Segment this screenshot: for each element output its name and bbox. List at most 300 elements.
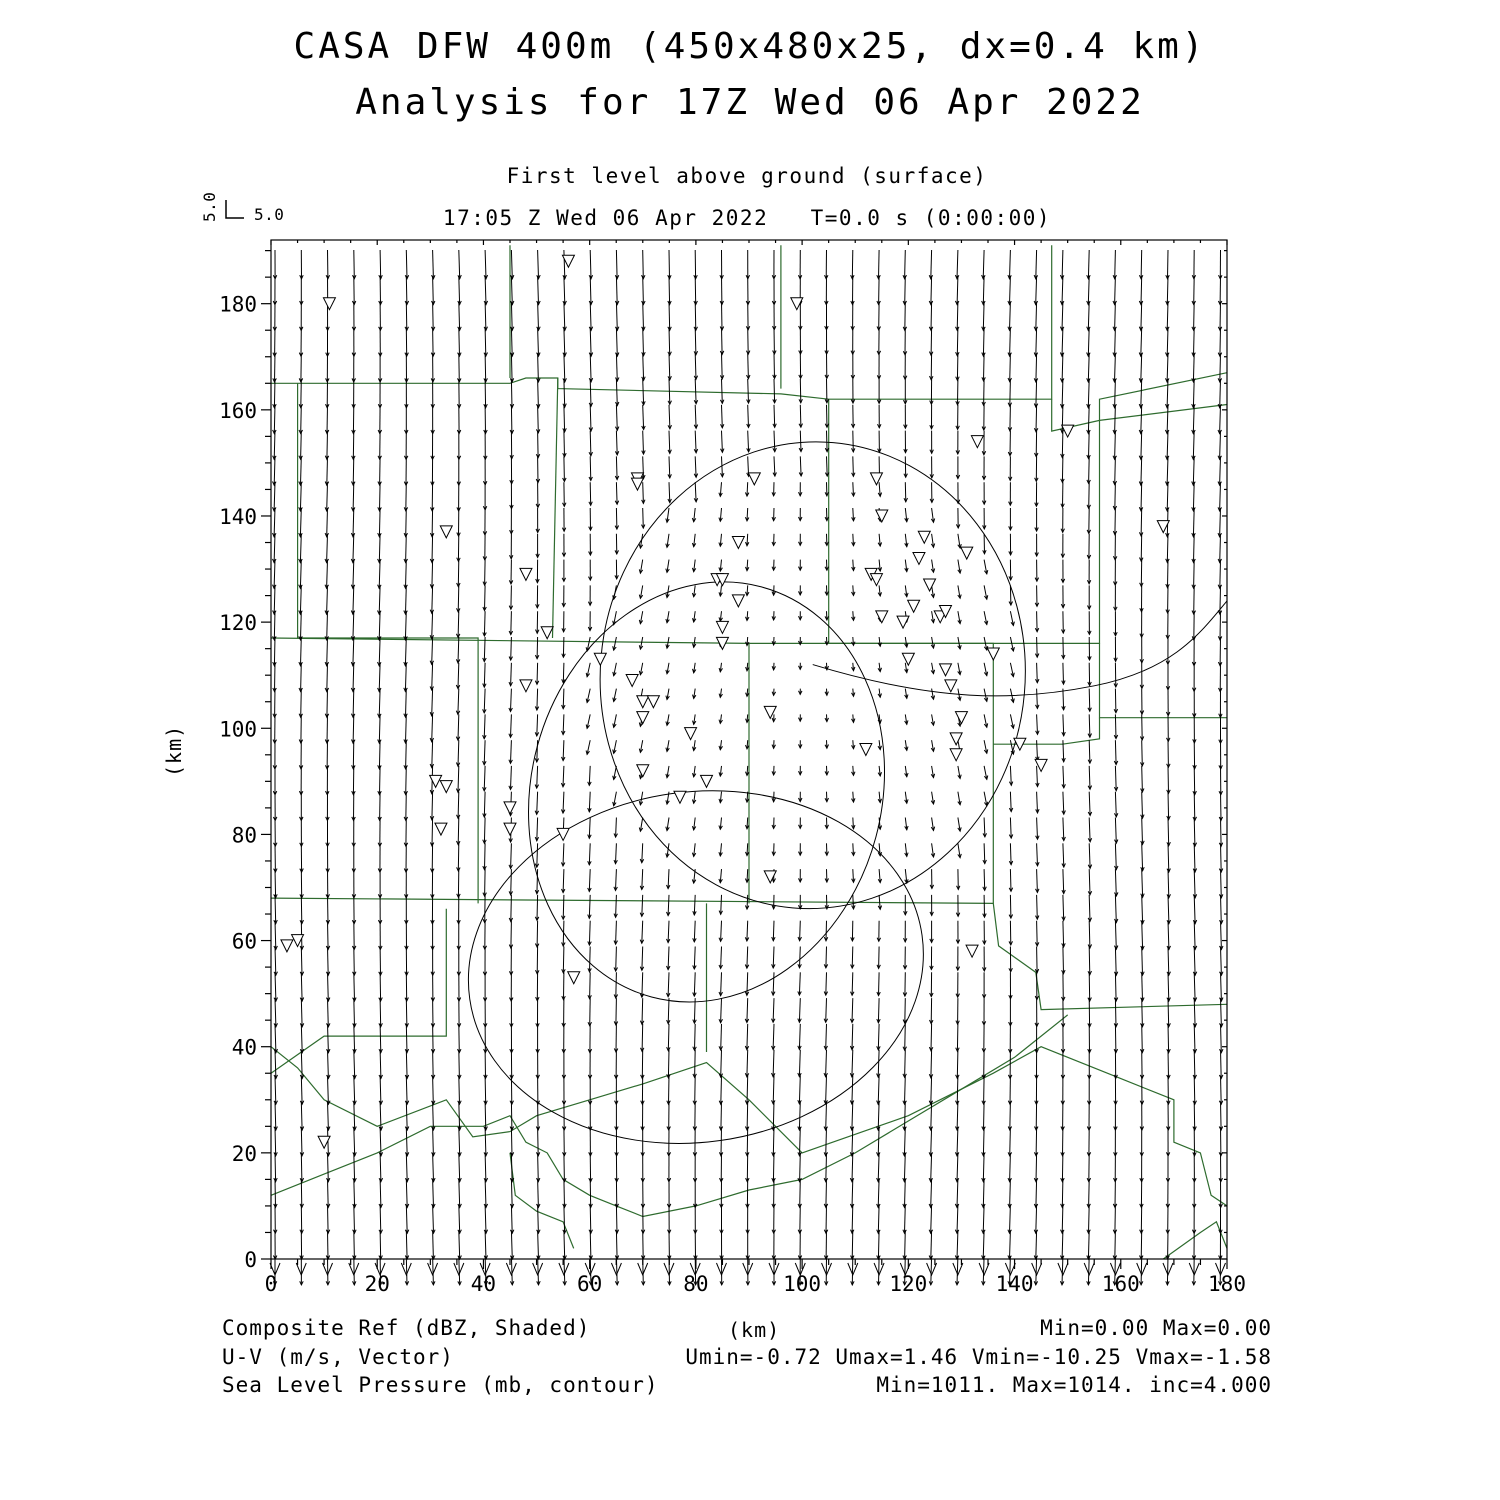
wind-vector [563, 792, 564, 813]
wind-vector [1062, 353, 1063, 382]
wind-vector [695, 482, 696, 502]
wind-vector [957, 1101, 958, 1130]
wind-vector [1037, 714, 1038, 734]
county-line [553, 378, 558, 638]
wind-vector [1062, 1205, 1063, 1234]
wind-vector [773, 921, 774, 941]
station-marker [860, 744, 872, 756]
wind-vector [1221, 1024, 1222, 1053]
wind-vector [931, 1153, 932, 1182]
wind-vector [328, 1101, 329, 1130]
wind-vector [826, 1050, 827, 1077]
footer-field2-range: Umin=-0.72 Umax=1.46 Vmin=-10.25 Vmax=-1.58 [685, 1345, 1272, 1369]
station-marker [637, 765, 649, 777]
wind-vector [1010, 1127, 1011, 1156]
wind-vector [327, 637, 328, 666]
wind-vector [590, 431, 591, 456]
wind-vector [433, 1024, 434, 1053]
wind-vector [826, 972, 827, 995]
wind-vector [301, 1050, 302, 1079]
wind-vector [354, 1179, 355, 1208]
wind-vector [1115, 302, 1116, 331]
wind-vector [433, 302, 434, 331]
wind-vector [1220, 534, 1221, 563]
wind-vector [564, 379, 565, 407]
wind-vector [1037, 689, 1038, 709]
wind-vector [1089, 921, 1090, 948]
wind-vector [643, 302, 644, 331]
wind-vector [590, 1179, 591, 1208]
wind-vector [353, 585, 354, 614]
wind-vector [537, 740, 538, 762]
wind-vector [1115, 379, 1116, 408]
wind-vector [563, 921, 564, 946]
wind-vector [1089, 972, 1090, 1001]
wind-vector [773, 998, 774, 1022]
wind-vector [406, 560, 407, 589]
wind-vector [1141, 276, 1142, 305]
wind-vector [1089, 843, 1090, 868]
wind-vector [1167, 379, 1168, 408]
x-tick-label: 160 [1101, 1272, 1140, 1296]
wind-vector [616, 895, 617, 917]
station-marker [631, 478, 643, 490]
wind-vector [485, 353, 486, 382]
wind-vector [853, 431, 854, 452]
wind-vector [905, 1076, 906, 1105]
wind-vector [379, 585, 380, 614]
wind-vector [433, 1179, 434, 1208]
wind-vector [1167, 327, 1168, 356]
y-tick-label: 60 [231, 929, 257, 954]
wind-vector [694, 947, 695, 970]
wind-vector [458, 611, 459, 637]
wind-vector [459, 1076, 460, 1105]
wind-vector [1088, 379, 1089, 408]
wind-vector [1115, 250, 1116, 279]
wind-vector [695, 1024, 696, 1051]
wind-vector [458, 585, 459, 612]
wind-vector [695, 379, 696, 404]
station-marker [716, 621, 728, 633]
wind-vector [406, 1179, 407, 1208]
wind-vector [563, 689, 564, 709]
wind-vector [616, 869, 617, 890]
wind-vector [747, 1050, 748, 1077]
wind-vector [642, 947, 643, 971]
wind-vector [694, 921, 695, 942]
station-marker [961, 547, 973, 559]
wind-vector [616, 302, 617, 331]
wind-vector [458, 714, 459, 740]
wind-vector [931, 1205, 932, 1234]
wind-vector [1115, 1230, 1116, 1259]
wind-vector [353, 431, 354, 460]
wind-vector [826, 1076, 827, 1104]
wind-vector [275, 1153, 276, 1182]
wind-vector [1115, 456, 1116, 484]
wind-vector [511, 637, 512, 660]
wind-vector [1010, 1101, 1011, 1130]
wind-vector [878, 1127, 879, 1156]
wind-vector [984, 818, 985, 837]
wind-vector [826, 1205, 827, 1234]
wind-vector [983, 327, 984, 356]
wind-vector [432, 792, 433, 820]
wind-vector [354, 1205, 355, 1234]
y-tick-label: 100 [219, 717, 257, 742]
pressure-contours [445, 424, 1227, 1172]
wind-vector [406, 689, 407, 718]
wind-vector [1036, 1230, 1037, 1259]
wind-vector [1010, 379, 1011, 406]
wind-vector [1220, 302, 1221, 331]
wind-vector [275, 353, 276, 382]
wind-vector [1141, 405, 1142, 434]
wind-vector [879, 947, 880, 969]
wind-vector [931, 250, 932, 279]
wind-vector [406, 766, 407, 795]
wind-vector [1142, 818, 1143, 845]
wind-vector [878, 1179, 879, 1208]
wind-vector [511, 327, 512, 356]
wind-vector [773, 1101, 774, 1130]
wind-vector [1194, 1050, 1195, 1079]
wind-vector [301, 689, 302, 718]
wind-vector [405, 663, 406, 692]
wind-vector [458, 818, 459, 845]
wind-vector [537, 792, 538, 815]
wind-vector [931, 1230, 932, 1259]
wind-vector [852, 1153, 853, 1182]
wind-vector [1063, 663, 1064, 684]
wind-vector [459, 1024, 460, 1053]
wind-vector [379, 508, 380, 537]
wind-vector [668, 972, 669, 996]
wind-vector [826, 1153, 827, 1182]
wind-vector [353, 740, 354, 769]
footer-field2: U-V (m/s, Vector) [222, 1345, 454, 1369]
wind-vector [590, 250, 591, 279]
wind-vector [328, 1050, 329, 1079]
wind-vector [301, 431, 302, 460]
station-marker [924, 579, 936, 591]
wind-vector [1115, 327, 1116, 356]
wind-vector [564, 250, 565, 279]
wind-vector [511, 276, 512, 305]
wind-vector [773, 1050, 774, 1077]
wind-vector [931, 1256, 932, 1285]
wind-vector [537, 895, 538, 921]
wind-vector [406, 1050, 407, 1079]
wind-vector [589, 869, 590, 891]
wind-vector [433, 1153, 434, 1182]
wind-vector [379, 740, 380, 769]
wind-vector [432, 560, 433, 588]
wind-vector [1062, 431, 1063, 458]
wind-vector [1168, 895, 1169, 924]
wind-vector [275, 1179, 276, 1208]
wind-vector [931, 1076, 932, 1105]
wind-vector [1036, 1179, 1037, 1208]
wind-vector [1193, 482, 1194, 511]
wind-vector [1167, 405, 1168, 434]
wind-vector [722, 405, 723, 428]
wind-vector [616, 379, 617, 406]
wind-vector [747, 921, 748, 941]
wind-vector [616, 353, 617, 381]
wind-vector [1221, 843, 1222, 872]
wind-vector [748, 327, 749, 354]
wind-vector [1221, 1101, 1222, 1130]
station-marker [966, 945, 978, 957]
wind-vector [669, 327, 670, 355]
pressure-contour [813, 601, 1227, 696]
wind-vector [274, 431, 275, 460]
wind-vector [433, 1205, 434, 1234]
wind-vector [1115, 689, 1116, 713]
wind-vector [1062, 379, 1063, 408]
wind-vector [379, 611, 380, 640]
tick-labels [219, 293, 1246, 1296]
wind-vector [353, 663, 354, 692]
wind-vector [354, 1024, 355, 1053]
wind-vector [1194, 766, 1195, 795]
wind-vector [589, 921, 590, 945]
wind-vector [1142, 895, 1143, 924]
wind-vector [485, 1153, 486, 1182]
county-line [1163, 1222, 1227, 1259]
wind-vector [1010, 1179, 1011, 1208]
wind-vector [406, 508, 407, 537]
wind-vector [1168, 869, 1169, 898]
wind-vector [800, 1153, 801, 1182]
wind-vector [642, 972, 643, 997]
wind-vector [484, 689, 485, 713]
wind-vector [379, 663, 380, 692]
wind-vector [564, 1256, 565, 1285]
wind-vector [826, 998, 827, 1022]
wind-vector [328, 1230, 329, 1259]
wind-vector [1141, 534, 1142, 561]
wind-vector [459, 353, 460, 382]
wind-vector [1063, 843, 1064, 867]
wind-vector [1010, 792, 1011, 812]
wind-vector [432, 714, 433, 741]
footer-field3: Sea Level Pressure (mb, contour) [222, 1373, 659, 1397]
wind-vector [511, 843, 512, 868]
wind-vector [1063, 792, 1064, 815]
wind-vector [1142, 714, 1143, 740]
wind-vector [1115, 482, 1116, 509]
station-marker [870, 473, 882, 485]
wind-vector [852, 1076, 853, 1105]
wind-vector [1115, 1205, 1116, 1234]
wind-vector [275, 947, 276, 976]
wind-vector [433, 250, 434, 279]
wind-vector [643, 276, 644, 305]
wind-vector [354, 1127, 355, 1156]
wind-vector [669, 302, 670, 331]
wind-vector [1167, 276, 1168, 305]
wind-vector [1221, 869, 1222, 898]
wind-vector [563, 947, 564, 973]
station-marker [504, 802, 516, 814]
wind-vector [274, 379, 275, 408]
wind-vector [406, 1230, 407, 1259]
wind-vector [1194, 1024, 1195, 1053]
wind-vector [1194, 998, 1195, 1027]
x-tick-label: 180 [1208, 1272, 1246, 1296]
station-marker [626, 675, 638, 687]
wind-vector [1036, 250, 1037, 279]
wind-vector [1167, 456, 1168, 485]
wind-vector [274, 482, 275, 511]
wind-vector [878, 1153, 879, 1182]
wind-vector [327, 405, 328, 434]
wind-vector [563, 843, 564, 866]
wind-vector [433, 1127, 434, 1156]
footer-field1-range: Min=0.00 Max=0.00 [1040, 1316, 1272, 1340]
wind-vector [275, 921, 276, 950]
wind-vector [879, 250, 880, 279]
wind-vector [931, 302, 932, 331]
wind-vector [537, 843, 538, 867]
wind-vector [668, 998, 669, 1024]
y-tick-label: 20 [231, 1141, 257, 1166]
wind-vector [379, 534, 380, 563]
wind-vector [485, 560, 486, 586]
wind-vector [984, 379, 985, 406]
wind-vector [826, 1179, 827, 1208]
wind-vector [1010, 405, 1011, 431]
wind-vector [1063, 714, 1064, 735]
wind-vector [983, 1230, 984, 1259]
wind-vector [748, 431, 749, 452]
wind-vector [538, 327, 539, 356]
wind-vector [537, 637, 538, 659]
county-line [298, 383, 479, 903]
wind-vector [1088, 276, 1089, 305]
wind-vector [1115, 508, 1116, 535]
wind-vector [406, 1076, 407, 1105]
wind-vector [538, 276, 539, 305]
y-tick-label: 160 [219, 398, 257, 423]
wind-vector [564, 327, 565, 356]
wind-vector [1115, 869, 1116, 896]
wind-vector [799, 1101, 800, 1130]
valid-time-label: 17:05 Z Wed 06 Apr 2022 T=0.0 s (0:00:00) [442, 206, 1052, 230]
wind-vector [878, 1050, 879, 1077]
wind-vector [1220, 611, 1221, 640]
wind-vector [485, 327, 486, 356]
wind-vector [485, 1076, 486, 1105]
wind-vector [485, 302, 486, 331]
wind-vector [957, 1127, 958, 1156]
wind-vector [511, 302, 512, 331]
wind-vector [1221, 998, 1222, 1027]
wind-vector [274, 585, 275, 614]
wind-vector [1220, 327, 1221, 356]
wind-vector [695, 302, 696, 331]
wind-vector [328, 921, 329, 950]
wind-vector [563, 895, 564, 919]
wind-vector [1088, 327, 1089, 356]
wind-vector [353, 689, 354, 718]
wind-vector [799, 1050, 800, 1077]
wind-vector [957, 276, 958, 305]
y-tick-label: 0 [244, 1248, 257, 1272]
wind-vector [433, 276, 434, 305]
wind-vector [1142, 740, 1143, 766]
wind-vector [564, 276, 565, 305]
wind-vector [511, 250, 512, 279]
station-marker [987, 648, 999, 660]
wind-vector [590, 947, 591, 973]
y-axis-label: (km) [162, 724, 186, 777]
wind-vector [564, 456, 565, 481]
wind-vector [354, 1230, 355, 1259]
wind-vector [406, 482, 407, 511]
wind-vector [459, 276, 460, 305]
wind-vector [878, 1024, 879, 1050]
wind-vector [1193, 431, 1194, 460]
wind-vector [1142, 1024, 1143, 1053]
wind-vector [774, 431, 775, 452]
wind-vector [800, 1205, 801, 1234]
wind-vector [799, 972, 800, 995]
pressure-contour [581, 424, 1045, 926]
wind-vector [800, 921, 801, 941]
wind-vector [748, 379, 749, 403]
wind-vector [616, 818, 617, 838]
wind-vector [1115, 1024, 1116, 1053]
wind-vector [1062, 302, 1063, 331]
station-marker [945, 680, 957, 692]
wind-vector [852, 1179, 853, 1208]
wind-vector [905, 250, 906, 279]
wind-vector [484, 792, 485, 817]
wind-vector [1063, 947, 1064, 974]
wind-vector [1168, 818, 1169, 846]
wind-vector [799, 998, 800, 1022]
wind-vector [590, 353, 591, 382]
wind-vector [643, 379, 644, 405]
wind-vector [564, 353, 565, 382]
wind-vector [1036, 276, 1037, 305]
wind-vector [328, 1179, 329, 1208]
wind-vector [590, 482, 591, 505]
wind-vector [1010, 843, 1011, 864]
wind-vector [747, 1024, 748, 1050]
station-marker [955, 712, 967, 724]
wind-vector [722, 327, 723, 354]
wind-vector [458, 560, 459, 587]
wind-vector [327, 585, 328, 614]
wind-vector [354, 998, 355, 1027]
wind-vector [327, 431, 328, 460]
station-marker [971, 436, 983, 448]
wind-vector [589, 792, 590, 812]
wind-vector [642, 869, 643, 889]
y-tick-label: 40 [231, 1035, 257, 1060]
wind-vector [904, 1153, 905, 1182]
wind-vector [905, 1024, 906, 1050]
wind-vector [1088, 1256, 1089, 1285]
wind-vector [852, 1050, 853, 1077]
wind-vector [1142, 972, 1143, 1001]
wind-vector [353, 714, 354, 743]
